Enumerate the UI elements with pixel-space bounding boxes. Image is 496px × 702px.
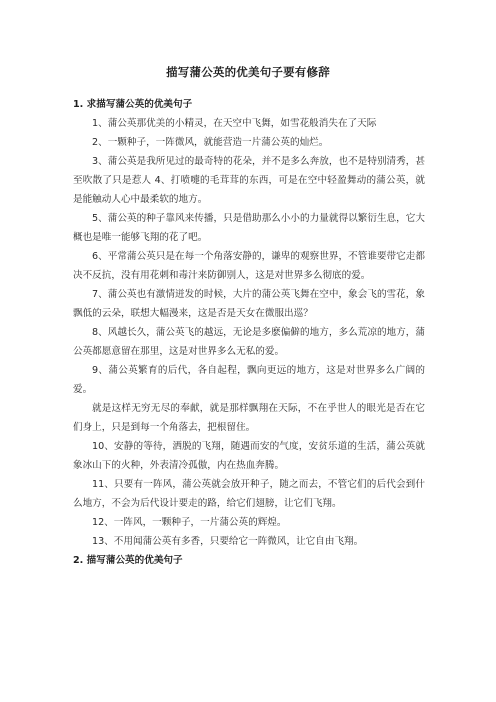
document-title: 描写蒲公英的优美句子要有修辞 bbox=[166, 65, 330, 79]
paragraph-11: 11、只要有一阵风，蒲公英就会放开种子，随之而去，不管它们的后代会到什么地方，不会为后代设计要走的路，给它们翅膀，让它们飞翔。 bbox=[73, 479, 425, 509]
paragraph-13: 13、不用闻蒲公英有多香，只要给它一阵微风，让它自由飞翔。 bbox=[92, 536, 364, 547]
paragraph-9: 9、蒲公英繁育的后代，各自起程，飘向更远的地方，这是对世界多么广阔的爱。 bbox=[73, 365, 425, 395]
section-heading-2: 2. 描写蒲公英的优美句子 bbox=[73, 555, 183, 566]
paragraph-12: 12、一阵风，一颗种子，一片蒲公英的辉煌。 bbox=[92, 517, 287, 528]
paragraph-3: 3、蒲公英是我所见过的最奇特的花朵，并不是多么奔放，也不是特别清秀，甚至吹散了只是惹人 4、打喷嚏的毛茸茸的东西，可是在空中轻盈舞动的蒲公英，就是能触动人心中最柔软的地方。 bbox=[73, 156, 425, 205]
paragraph-8: 8、风越长久，蒲公英飞的越远，无论是多麽偏僻的地方，多么荒凉的地方，蒲公英都愿意留在那里，这是对世界多么无私的爱。 bbox=[73, 327, 425, 357]
paragraph-5: 5、蒲公英的种子靠风来传播，只是借助那么小小的力量就得以繁衍生息，它大概也是唯一能够飞翔的花了吧。 bbox=[73, 213, 425, 243]
paragraph-1: 1、蒲公英那优美的小精灵，在天空中飞舞，如雪花般消失在了天际 bbox=[92, 118, 377, 129]
document-body bbox=[73, 95, 425, 570]
paragraph-6: 6、平常蒲公英只是在每一个角落安静的，谦卑的观察世界，不管谁要带它走都决不反抗，没有用花刺和毒汁来防御别人，这是对世界多么彻底的爱。 bbox=[73, 251, 425, 281]
paragraph-7: 7、蒲公英也有激情迸发的时候，大片的蒲公英飞舞在空中，象会飞的雪花，象飘低的云朵，联想大幅漫来，这是否是天女在微服出巡？ bbox=[73, 289, 425, 319]
paragraph-unnumbered: 就是这样无穷无尽的奉献，就是那样飘翔在天际，不在乎世人的眼光是否在它们身上，只是到每一个角落去，把根留住。 bbox=[73, 403, 425, 433]
section-heading-1: 1. 求描写蒲公英的优美句子 bbox=[73, 99, 193, 110]
paragraph-2: 2、一颗种子，一阵微风，就能营造一片蒲公英的灿烂。 bbox=[92, 137, 329, 148]
paragraph-10: 10、安静的等待，洒脱的飞翔，随遇而安的气度，安贫乐道的生活，蒲公英就象冰山下的火种，外表清冷孤傲，内在热血奔腾。 bbox=[73, 441, 425, 471]
